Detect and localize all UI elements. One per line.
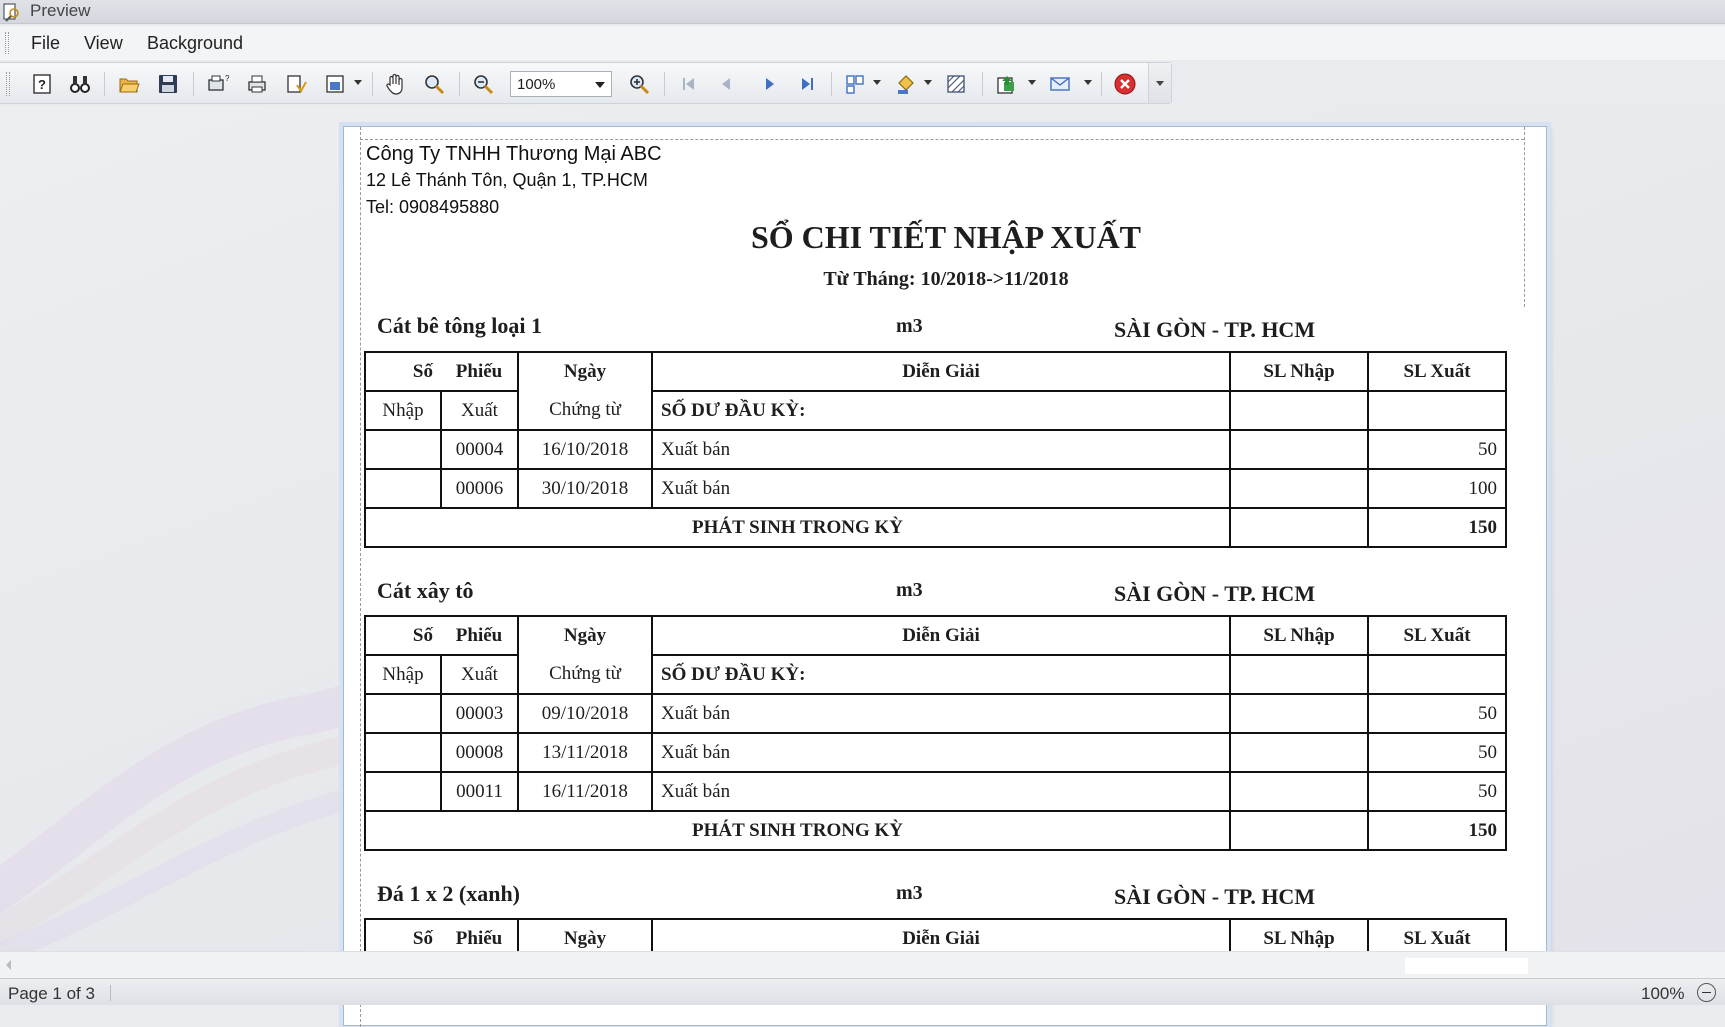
item-unit: m3 [896,315,923,337]
toolbar [0,62,1172,104]
cell-nhap [365,430,441,469]
status-separator [110,985,111,1001]
export-icon [995,73,1017,95]
zoom-out-icon [472,73,494,95]
cell-sl-xuat: 50 [1368,772,1506,811]
cell-sl-xuat: 50 [1368,694,1506,733]
cell-description: Xuất bán [652,430,1230,469]
menu-background[interactable]: Background [147,33,244,53]
print-icon [246,73,268,95]
cell-xuat: 00006 [441,469,518,508]
cell-sl-nhap [1230,469,1368,508]
item-unit: m3 [896,882,923,904]
menu-view[interactable]: View [84,33,123,53]
help-button[interactable] [29,71,55,97]
toolbar-separator [193,72,194,96]
item-name: Cát xây tô [377,578,474,603]
hand-tool-icon [384,73,406,95]
company-name: Công Ty TNHH Thương Mại ABC [366,143,662,165]
help-icon [31,73,53,95]
last-page-icon [796,73,818,95]
page-indicator: Page 1 of 3 [8,984,95,1003]
fill-background-button[interactable] [893,71,919,97]
cell-sl-xuat: 50 [1368,733,1506,772]
header-phieu: Phiếu [441,616,518,655]
next-page-button[interactable] [756,71,782,97]
first-page-button [676,71,702,97]
table-row [365,430,1506,469]
header-ngay: Ngày [518,919,652,958]
header-ngay: Ngày [518,616,652,655]
cell-nhap [365,694,441,733]
opening-balance-label: SỐ DƯ ĐẦU KỲ: [652,391,1230,430]
toolbar-separator [1101,72,1102,96]
report-page [343,126,1547,1026]
send-email-icon [1049,73,1071,95]
cell-xuat: 00008 [441,733,518,772]
export-button[interactable] [993,71,1019,97]
toolbar-overflow-button[interactable] [1148,63,1171,103]
cell-nhap [365,469,441,508]
header-nhap: Nhập [365,391,441,430]
cell-description: Xuất bán [652,694,1230,733]
previous-page-button [714,71,740,97]
last-page-button[interactable] [794,71,820,97]
close-preview-button[interactable] [1112,71,1138,97]
export-dropdown-arrow[interactable] [1028,80,1036,85]
opening-balance-xuat [1368,655,1506,694]
cell-xuat: 00004 [441,430,518,469]
magnifier-icon [423,73,445,95]
find-button[interactable] [67,71,93,97]
header-chung-tu: Chứng từ [518,655,652,694]
item-location: SÀI GÒN - TP. HCM [1114,317,1316,342]
open-button[interactable] [116,71,142,97]
cell-nhap [365,772,441,811]
header-sl-nhap: SL Nhập [1230,616,1368,655]
cell-description: Xuất bán [652,772,1230,811]
page-setup-button[interactable] [204,71,230,97]
send-email-button[interactable] [1047,71,1073,97]
total-sl-xuat: 150 [1368,811,1506,850]
window-title: Preview [30,1,91,20]
chevron-down-icon [1156,81,1164,86]
table-header-row [365,616,1506,655]
cell-date: 16/10/2018 [518,430,652,469]
toolbar-separator [104,72,105,96]
scrollbar-track-segment[interactable] [1405,958,1528,974]
cell-description: Xuất bán [652,733,1230,772]
find-icon [69,73,91,95]
zoom-out-circle-icon[interactable] [1697,983,1716,1002]
cell-date: 16/11/2018 [518,772,652,811]
scale-dropdown-arrow[interactable] [354,80,362,85]
scale-button[interactable] [322,71,348,97]
multiple-pages-dropdown-arrow[interactable] [873,80,881,85]
header-so: Số [365,352,441,391]
page-margin-left [360,127,361,1027]
total-sl-nhap [1230,811,1368,850]
header-sl-xuat: SL Xuất [1368,919,1506,958]
cell-sl-xuat: 100 [1368,469,1506,508]
preview-app-icon [2,2,22,22]
header-ngay: Ngày [518,352,652,391]
cell-xuat: 00003 [441,694,518,733]
save-button[interactable] [155,71,181,97]
table-header-row [365,352,1506,391]
cell-nhap [365,733,441,772]
multiple-pages-icon [844,73,866,95]
header-so: Số [365,919,441,958]
multiple-pages-button[interactable] [842,71,868,97]
header-so: Số [365,616,441,655]
horizontal-scrollbar[interactable] [0,951,1725,978]
ledger-table [364,615,1507,851]
previous-page-icon [716,73,738,95]
next-page-icon [758,73,780,95]
cell-description: Xuất bán [652,469,1230,508]
header-phieu: Phiếu [441,352,518,391]
cell-date: 13/11/2018 [518,733,652,772]
toolbar-separator [459,72,460,96]
report-title: SỔ CHI TIẾT NHẬP XUẤT [750,219,1142,255]
item-name: Đá 1 x 2 (xanh) [377,881,521,906]
scroll-left-icon[interactable] [6,960,11,970]
table-subheader-row [365,655,1506,694]
header-sl-nhap: SL Nhập [1230,352,1368,391]
toolbar-separator [831,72,832,96]
svg-text:?: ? [38,77,46,92]
close-preview-icon [1114,73,1136,95]
zoom-indicator: 100% [1641,984,1685,1003]
page-setup-icon [206,73,228,95]
total-label: PHÁT SINH TRONG KỲ [365,508,1230,547]
zoom-select-value: 100% [517,76,556,93]
table-row [365,694,1506,733]
save-icon [157,73,179,95]
header-dien-giai: Diễn Giải [652,616,1230,655]
company-address: 12 Lê Thánh Tôn, Quận 1, TP.HCM [366,170,648,190]
opening-balance-nhap [1230,391,1368,430]
chevron-down-icon [595,82,605,88]
total-label: PHÁT SINH TRONG KỲ [365,811,1230,850]
zoom-in-button[interactable] [626,71,652,97]
quick-print-button[interactable] [283,71,309,97]
header-dien-giai: Diễn Giải [652,352,1230,391]
opening-balance-nhap [1230,655,1368,694]
svg-text:?: ? [225,74,230,83]
print-button[interactable] [244,71,270,97]
table-row [365,733,1506,772]
table-row [365,772,1506,811]
toolbar-separator [664,72,665,96]
table-subheader-row [365,391,1506,430]
toolbar-grip[interactable] [6,72,10,96]
item-location: SÀI GÒN - TP. HCM [1114,581,1316,606]
scale-icon [324,73,346,95]
zoom-select[interactable] [510,71,612,97]
cell-sl-nhap [1230,772,1368,811]
fill-background-icon [895,73,917,95]
cell-xuat: 00011 [441,772,518,811]
header-chung-tu: Chứng từ [518,391,652,430]
item-unit: m3 [896,579,923,601]
cell-date: 30/10/2018 [518,469,652,508]
first-page-icon [678,73,700,95]
menubar-grip[interactable] [5,32,9,54]
menu-file[interactable]: File [31,33,61,53]
zoom-out-button[interactable] [470,71,496,97]
toolbar-separator [982,72,983,96]
total-row [365,508,1506,547]
header-xuat: Xuất [441,391,518,430]
magnifier-button[interactable] [421,71,447,97]
ledger-table [364,351,1507,548]
header-nhap: Nhập [365,655,441,694]
table-row [365,469,1506,508]
toolbar-separator [372,72,373,96]
cell-sl-xuat: 50 [1368,430,1506,469]
opening-balance-label: SỐ DƯ ĐẦU KỲ: [652,655,1230,694]
watermark-button[interactable] [943,71,969,97]
total-row [365,811,1506,850]
cell-sl-nhap [1230,694,1368,733]
header-phieu: Phiếu [441,919,518,958]
cell-sl-nhap [1230,733,1368,772]
cell-sl-nhap [1230,430,1368,469]
title-bar [0,0,1725,24]
quick-print-icon [285,73,307,95]
zoom-in-icon [628,73,650,95]
open-icon [118,73,140,95]
report-period: Từ Tháng: 10/2018->11/2018 [823,268,1069,290]
preview-workspace[interactable] [0,106,1725,951]
total-sl-xuat: 150 [1368,508,1506,547]
company-phone: Tel: 0908495880 [366,197,500,217]
header-xuat: Xuất [441,655,518,694]
item-location: SÀI GÒN - TP. HCM [1114,884,1316,909]
cell-date: 09/10/2018 [518,694,652,733]
page-margin-top [360,139,1524,140]
opening-balance-xuat [1368,391,1506,430]
menu-bar [0,26,1725,60]
header-sl-xuat: SL Xuất [1368,352,1506,391]
fill-background-dropdown-arrow[interactable] [924,80,932,85]
header-sl-nhap: SL Nhập [1230,919,1368,958]
send-email-dropdown-arrow[interactable] [1084,80,1092,85]
status-bar [0,978,1725,1005]
item-name: Cát bê tông loại 1 [377,313,542,338]
total-sl-nhap [1230,508,1368,547]
header-dien-giai: Diễn Giải [652,919,1230,958]
watermark-icon [945,73,967,95]
header-sl-xuat: SL Xuất [1368,616,1506,655]
hand-tool-button[interactable] [382,71,408,97]
